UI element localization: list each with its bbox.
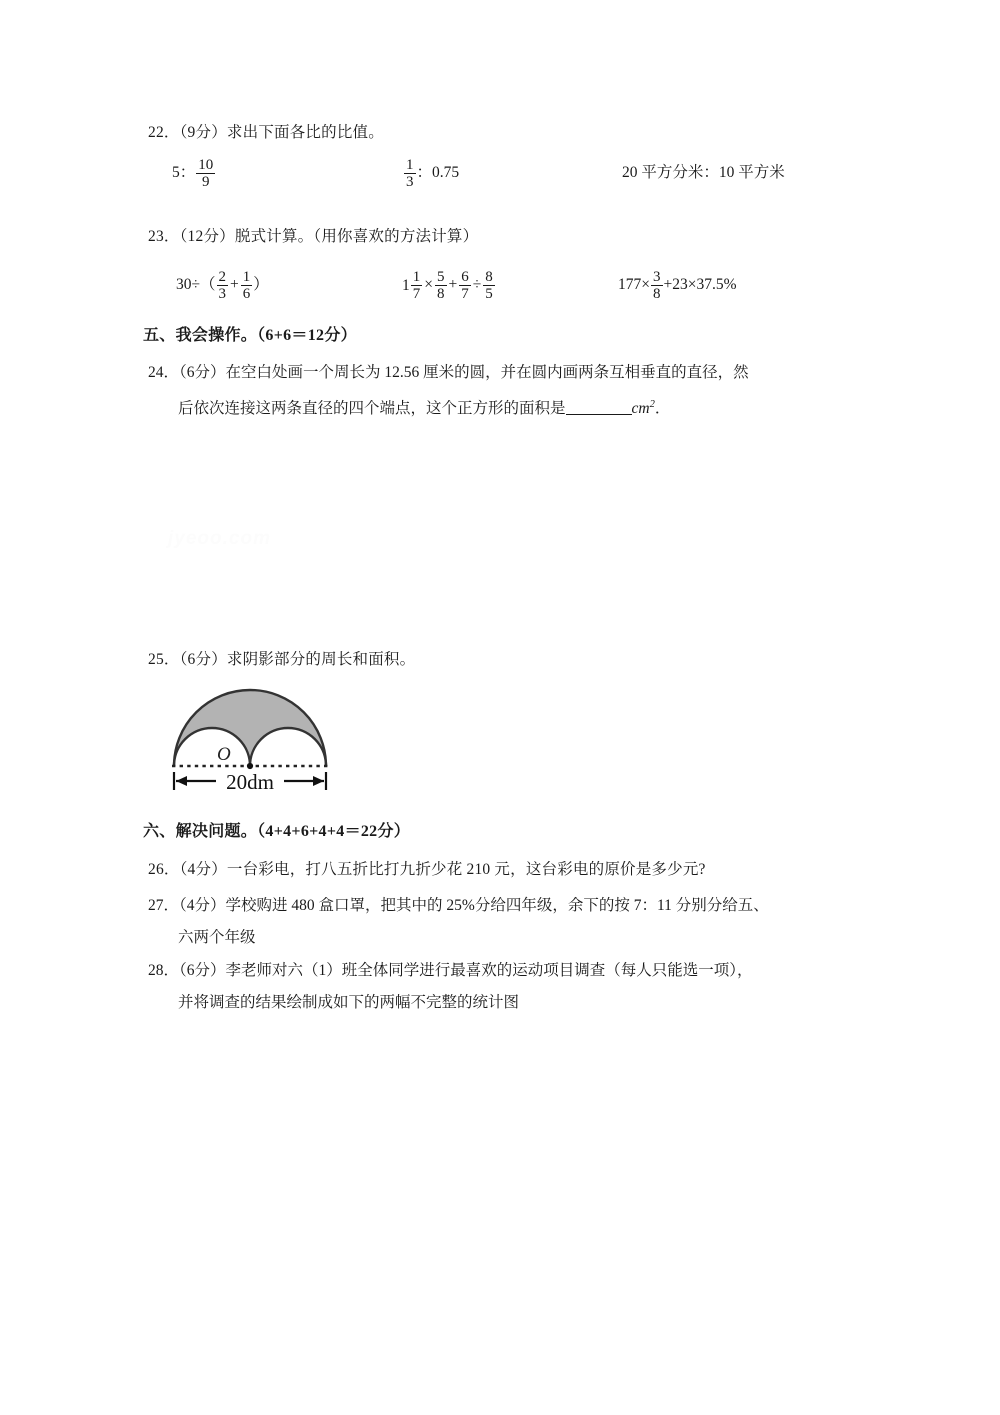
question-22-number: 22． xyxy=(148,124,180,141)
question-23-expression-2 xyxy=(402,269,496,302)
question-24-unit: cm xyxy=(631,400,650,418)
q23-e2-fraction-1: $\frac{1}{7}$ xyxy=(412,269,421,303)
question-25-score: （6分） xyxy=(179,651,227,668)
question-22-item-2 xyxy=(403,157,459,190)
question-24-line-2 xyxy=(148,389,868,425)
dimension-label: 20dm xyxy=(226,770,274,794)
q22-item2-fraction: $\frac{1}{3}$ xyxy=(406,157,414,191)
q23-e3-trail: +23×37.5% xyxy=(663,276,737,294)
question-27-number: 27． xyxy=(148,897,180,914)
q23-e1-operator: + xyxy=(230,276,239,294)
question-22-score: （9分） xyxy=(179,124,227,141)
question-23-score: （12分） xyxy=(179,228,235,245)
arrow-head-right-icon xyxy=(313,776,324,786)
question-23-heading xyxy=(148,222,478,252)
q23-e2-operator-2: + xyxy=(448,276,458,294)
shaded-area xyxy=(174,690,326,766)
question-27-line-1 xyxy=(148,890,868,922)
question-26-text: 一台彩电，打八五折比打九折少花 210 元，这台彩电的原价是多少元? xyxy=(226,861,706,878)
question-22-prompt: 求出下面各比的比值。 xyxy=(226,124,384,141)
question-25-prompt: 求阴影部分的周长和面积。 xyxy=(226,651,416,668)
q23-e3-fraction: $\frac{3}{8}$ xyxy=(653,269,661,303)
q22-item1-lead: 5： xyxy=(172,164,196,182)
question-28 xyxy=(148,955,868,1019)
question-25-number: 25． xyxy=(148,651,180,668)
question-24-number: 24． xyxy=(148,364,180,381)
q23-e1-trail: ） xyxy=(253,276,269,294)
watermark: jyeoo.com xyxy=(168,528,271,549)
question-22-item-1 xyxy=(172,157,216,190)
q23-e2-operator-3: ÷ xyxy=(472,276,482,294)
q23-e2-fraction-2: $\frac{5}{8}$ xyxy=(437,269,445,303)
shaded-region-figure xyxy=(160,680,360,800)
q23-e2-fraction-3: $\frac{6}{7}$ xyxy=(461,269,469,303)
question-28-text-2: 并将调查的结果绘制成如下的两幅不完整的统计图 xyxy=(178,994,520,1011)
question-22-item-3: 20 平方分米：10 平方米 xyxy=(622,164,785,181)
question-24-text-1: 在空白处画一个周长为 12.56 厘米的圆，并在圆内画两条互相垂直的直径，然 xyxy=(225,364,749,381)
q22-item1-fraction: $\frac{10}{9}$ xyxy=(198,157,214,191)
q23-e2-operator-1: × xyxy=(424,276,433,294)
arrow-head-left-icon xyxy=(176,776,187,786)
question-24-exponent: 2 xyxy=(649,399,655,410)
question-28-number: 28． xyxy=(148,962,180,979)
section-five-heading: 五、我会操作。（6+6＝12分） xyxy=(143,327,357,344)
question-23-prompt: 脱式计算。（用你喜欢的方法计算） xyxy=(234,228,479,245)
question-26-number: 26． xyxy=(148,861,180,878)
question-27-line-2 xyxy=(148,922,868,954)
question-28-score: （6分） xyxy=(179,962,226,979)
q22-item2-trail: ：0.75 xyxy=(416,164,460,182)
question-28-text-1: 李老师对六（1）班全体同学进行最喜欢的运动项目调查（每人只能选一项）， xyxy=(225,962,753,979)
q23-e1-lead: 30÷（ xyxy=(176,276,216,294)
question-23-expression-1 xyxy=(176,269,269,302)
question-24 xyxy=(148,357,868,425)
q23-e1-fraction-2: $\frac{1}{6}$ xyxy=(242,269,251,303)
q23-e2-fraction-4: $\frac{8}{5}$ xyxy=(485,269,493,303)
question-26 xyxy=(148,855,706,885)
question-23-expression-3 xyxy=(618,269,737,302)
center-point xyxy=(247,763,253,769)
question-27-text-2: 六两个年级 xyxy=(178,929,256,946)
q23-e2-whole: 1 xyxy=(402,276,410,294)
center-label: O xyxy=(217,744,231,765)
question-22-heading xyxy=(148,118,384,148)
question-24-text-2: 后依次连接这两条直径的四个端点，这个正方形的面积是 xyxy=(178,400,566,418)
question-24-line-1 xyxy=(148,357,868,389)
question-24-period: ． xyxy=(654,400,671,418)
question-27-text-1: 学校购进 480 盒口罩，把其中的 25%分给四年级，余下的按 7：11 分别分给五、 xyxy=(225,897,769,914)
q23-e3-lead: 177× xyxy=(618,276,650,294)
question-23-number: 23． xyxy=(148,228,180,245)
question-24-score: （6分） xyxy=(179,364,226,381)
figure-svg xyxy=(160,680,360,795)
answer-blank[interactable] xyxy=(566,414,632,415)
question-25-heading xyxy=(148,645,415,675)
question-27 xyxy=(148,890,868,954)
section-six-heading: 六、解决问题。（4+4+6+4+4＝22分） xyxy=(143,823,411,840)
question-27-score: （4分） xyxy=(179,897,226,914)
q23-e1-fraction-1: $\frac{2}{3}$ xyxy=(218,269,227,303)
question-28-line-1 xyxy=(148,955,868,987)
question-26-score: （4分） xyxy=(179,861,227,878)
question-28-line-2 xyxy=(148,987,868,1019)
